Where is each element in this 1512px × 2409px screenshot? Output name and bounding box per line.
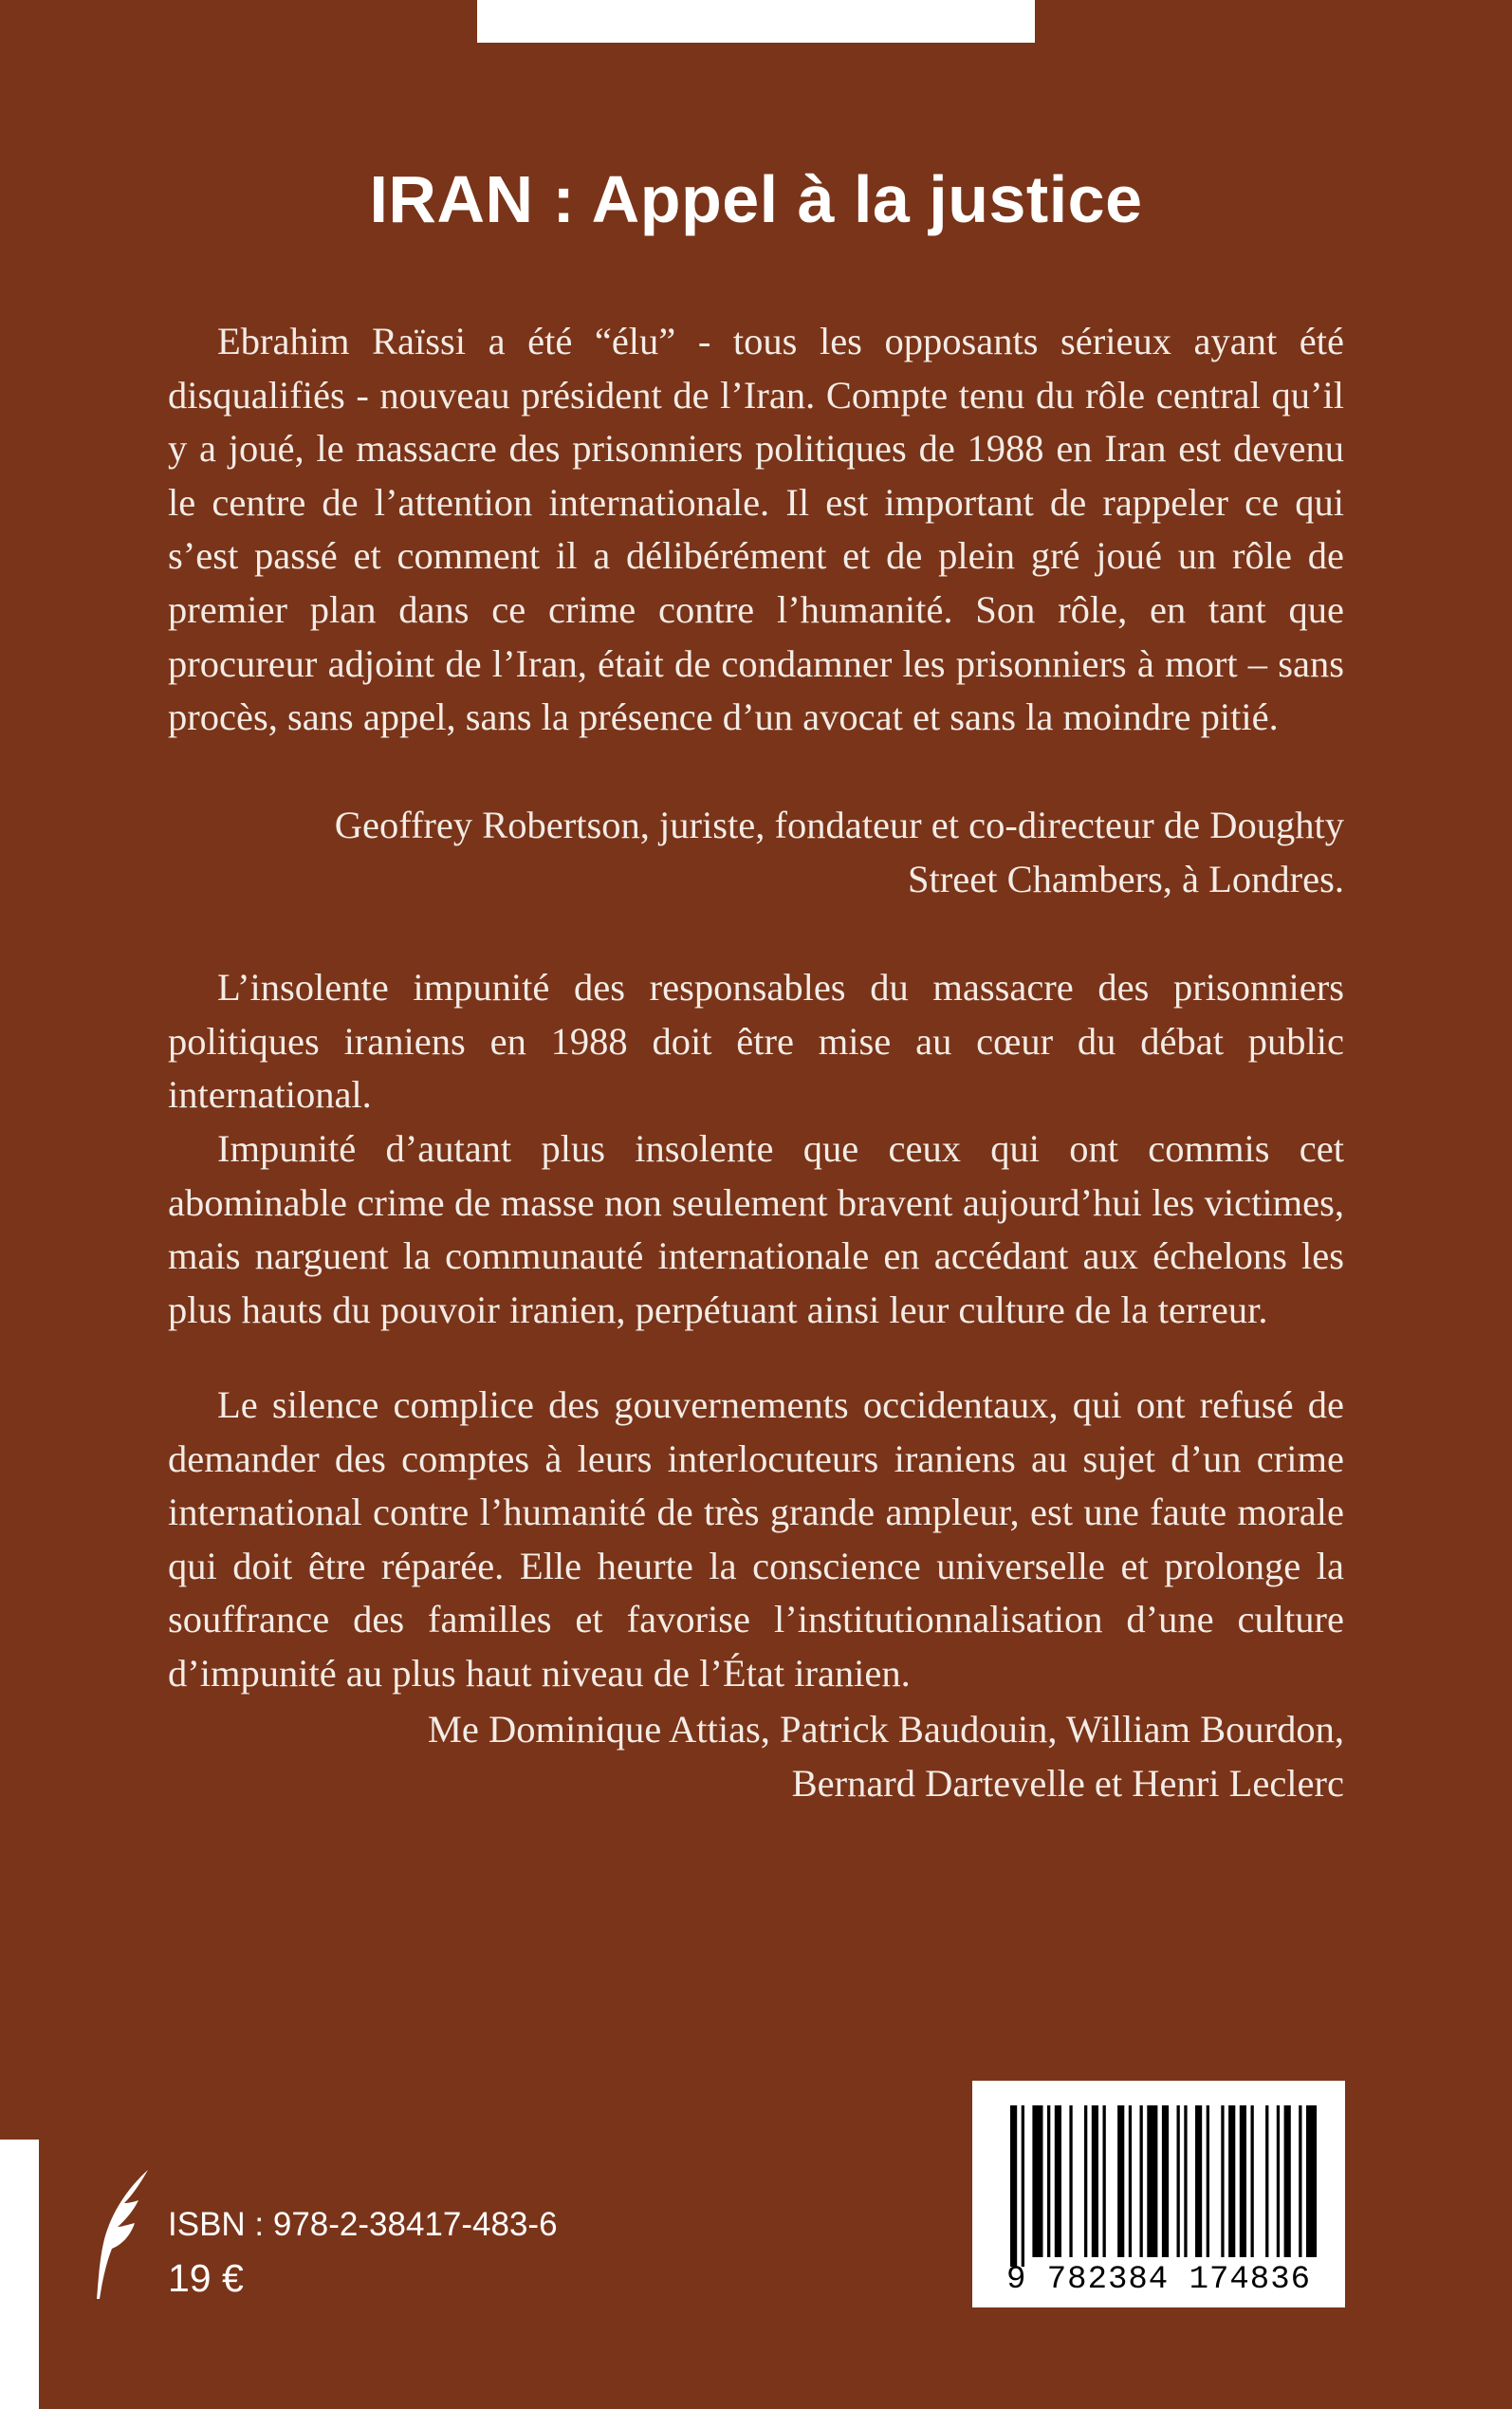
barcode-bar: [1265, 2105, 1268, 2257]
barcode-bar: [1221, 2105, 1224, 2257]
book-title: IRAN : Appel à la justice: [369, 162, 1143, 236]
barcode-bar: [1306, 2105, 1317, 2257]
barcode: [972, 2081, 1345, 2307]
barcode-bar: [1010, 2105, 1017, 2267]
signature-line: Bernard Dartevelle et Henri Leclerc: [791, 1761, 1344, 1805]
authors-signature: [168, 1703, 1344, 1810]
body-paragraph: [168, 1122, 1344, 1337]
barcode-bar: [1140, 2105, 1143, 2257]
barcode-bar: [1103, 2105, 1106, 2257]
barcode-bar: [1195, 2105, 1202, 2257]
quote-text: Ebrahim Raïssi a été “élu” - tous les opposants sérieux ayant été disqualifiés - nouveau président de l’Iran. Compte tenu du rôle central qu’il y a joué, le massacre des prisonniers politiques de 1988 en Iran est devenu le centre de l’attention internationale. Il est important de rappeler ce qui s’est passé et comment il a délibérément et de plein gré joué un rôle de premier plan dans ce crime contre l’humanité. Son rôle, en tant que procureur adjoint de l’Iran, était de condamner les prisonniers à mort – sans procès, sans appel, sans la présence d’un avocat et sans la moindre pitié.: [168, 320, 1344, 739]
isbn-label: ISBN : 978-2-38417-483-6: [168, 2206, 558, 2243]
barcode-bar: [1277, 2105, 1280, 2257]
barcode-bar: [1184, 2105, 1187, 2257]
signature-line: Me Dominique Attias, Patrick Baudouin, William Bourdon,: [427, 1708, 1344, 1751]
body-text: L’insolente impunité des responsables du massacre des prisonniers politiques iraniens en 1988 doit être mise au cœur du débat public international.: [168, 966, 1344, 1117]
barcode-bar: [1047, 2105, 1050, 2257]
barcode-bar: [1228, 2105, 1235, 2257]
top-white-tab: [477, 0, 1035, 43]
barcode-bar: [1284, 2105, 1291, 2257]
signature-line: Geoffrey Robertson, juriste, fondateur et co-directeur de Doughty: [334, 804, 1344, 846]
barcode-bar: [1084, 2105, 1087, 2257]
quote-signature: [168, 799, 1344, 906]
signature-line: Street Chambers, à Londres.: [908, 857, 1344, 900]
barcode-bar: [1147, 2105, 1157, 2257]
price-label: 19 €: [168, 2256, 244, 2300]
quill-icon: [91, 2168, 157, 2301]
barcode-bar: [1022, 2105, 1024, 2267]
barcode-bar: [1240, 2105, 1246, 2257]
body-paragraph: [168, 961, 1344, 1122]
barcode-bar: [1299, 2105, 1301, 2257]
barcode-bar: [1069, 2105, 1072, 2257]
barcode-bar: [1207, 2105, 1209, 2257]
barcode-bar: [1055, 2105, 1061, 2257]
quote-paragraph: [168, 315, 1344, 745]
body-text: Impunité d’autant plus insolente que ceux qui ont commis cet abominable crime de masse non seulement bravent aujourd’hui les victimes, mais narguent la communauté internationale en accédant aux échelons les plus hauts du pouvoir iranien, perpétuant ainsi leur culture de la terreur.: [168, 1127, 1344, 1331]
barcode-bar: [1129, 2105, 1132, 2257]
barcode-number: 9 782384 174836: [1005, 2262, 1312, 2298]
barcode-bar: [1117, 2105, 1124, 2257]
left-white-strip: [0, 2140, 39, 2409]
body-text: Le silence complice des gouvernements occidentaux, qui ont refusé de demander des comptes à leurs interlocuteurs iraniens au sujet d’un crime international contre l’humanité de très grande ampleur, est une faute morale qui doit être réparée. Elle heurte la conscience universelle et prolonge la souffrance des familles et favorise l’institutionnalisation d’une culture d’impunité au plus haut niveau de l’État iranien.: [168, 1383, 1344, 1695]
body-paragraph: [168, 1379, 1344, 1701]
barcode-bar: [1092, 2105, 1098, 2257]
barcode-bar: [1177, 2105, 1180, 2257]
barcode-bar: [1162, 2105, 1169, 2257]
barcode-bar: [1251, 2105, 1254, 2257]
barcode-bar: [1032, 2105, 1042, 2257]
